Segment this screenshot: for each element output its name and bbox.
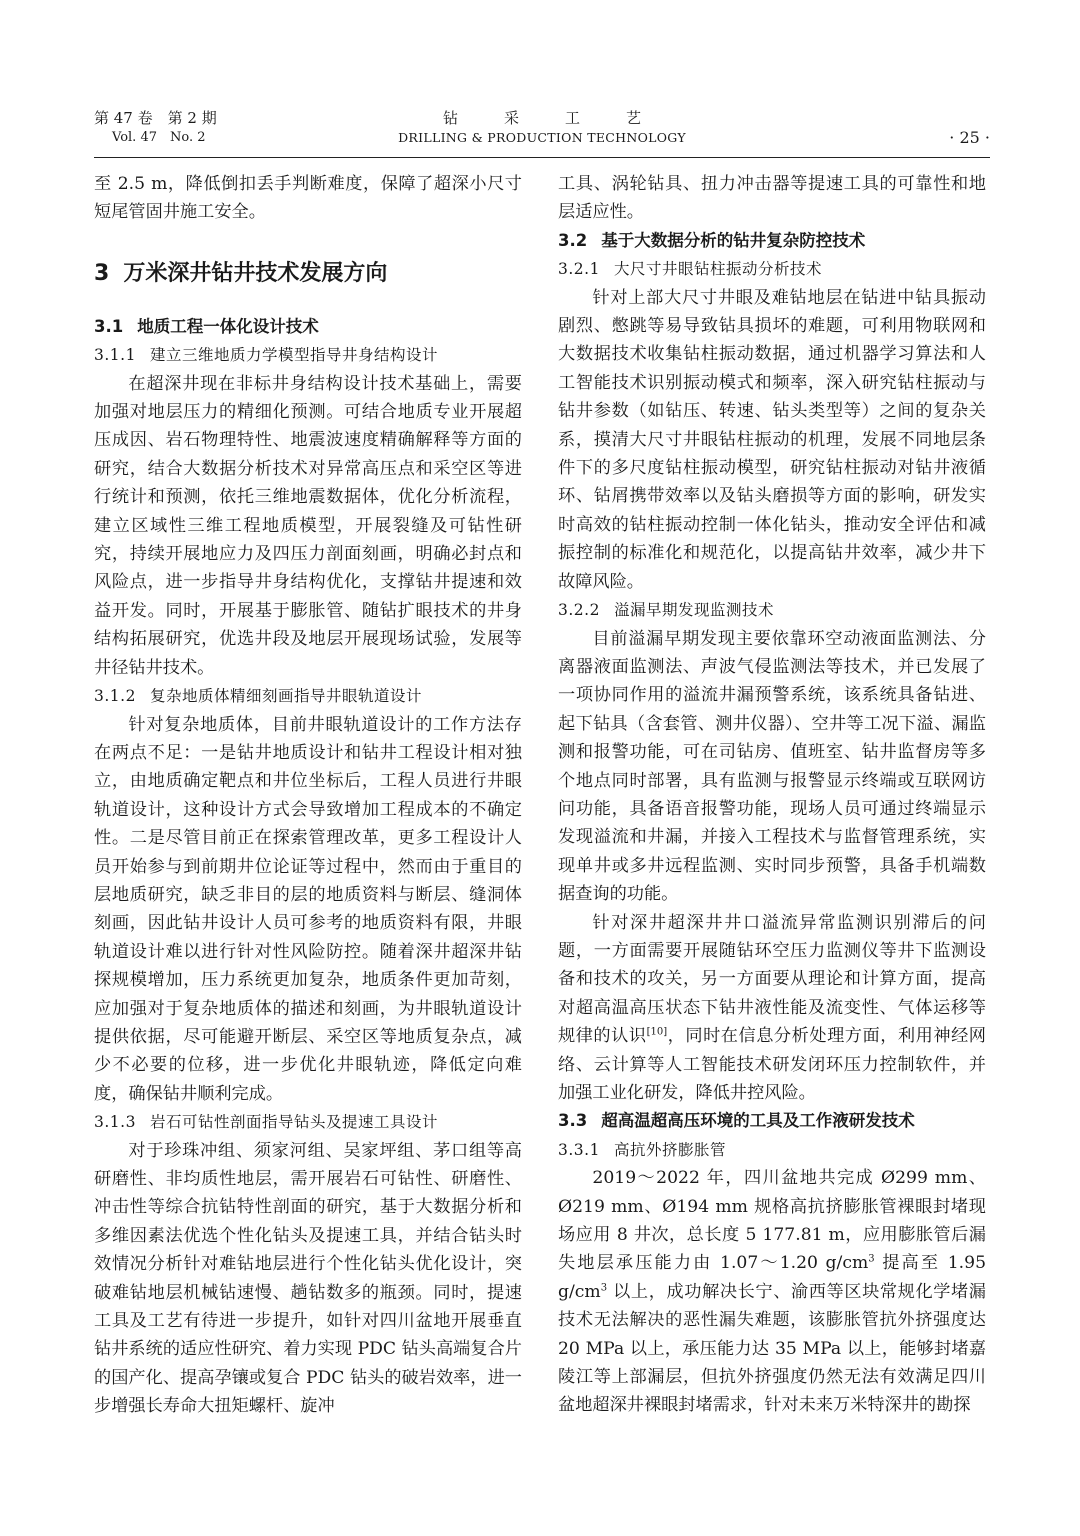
- section-3-heading: [94, 259, 522, 289]
- subsubsection-number: 3.1.1: [94, 346, 136, 365]
- subsubsection-3-1-1-heading: [94, 341, 522, 369]
- volume-en: Vol. 47 No. 2: [112, 130, 206, 145]
- subsubsection-3-3-1-heading: [558, 1136, 986, 1164]
- subsubsection-3-2-2-heading: [558, 596, 986, 624]
- subsubsection-title: 溢漏早期发现监测技术: [613, 601, 774, 620]
- paragraph-3-3-1: [558, 1164, 986, 1420]
- paragraph-3-1-2: 针对复杂地质体，目前井眼轨道设计的工作方法存在两点不足：一是钻井地质设计和钻井工程设计相对独立，由地质确定靶点和井位坐标后，工程人员进行井眼轨道设计，这种设计方式会导致增加工程成本的不确定性。二是尽管目前正在探索管理改革，更多工程设计人员开始参与到前期井位论证等过程中，然而由于重目的层地质研究，缺乏非目的层的地质资料与断层、缝洞体刻画，因此钻井设计人员可参考的地质资料有限，井眼轨道设计难以进行针对性风险防控。随着深井超深井钻探规模增加，压力系统更加复杂，地质条件更加苛刻，应加强对于复杂地质体的描述和刻画，为井眼轨道设计提供依据，尽可能避开断层、采空区等地质复杂点，减少不必要的位移，进一步优化井眼轨迹，降低定向难度，确保钻井顺利完成。: [94, 714, 522, 1104]
- subsubsection-3-2-1-heading: [558, 255, 986, 283]
- subsection-title: 超高温超高压环境的工具及工作液研发技术: [601, 1111, 915, 1131]
- paragraph-3-2-2-a: 目前溢漏早期发现主要依靠环空动液面监测法、分离器液面监测法、声波气侵监测法等技术，并已发展了一项协同作用的溢流井漏预警系统，该系统具备钻进、起下钻具（含套管、测井仪器）、空井等工况下溢、漏监测和报警功能，可在司钻房、值班室、钻井监督房等多个地点同时部署，具有监测与报警显示终端或互联网访问功能，具备语音报警功能，现场人员可通过终端显示发现溢流和井漏，并接入工程技术与监督管理系统，实现单井或多井远程监测、实时同步预警，具备手机端数据查询的功能。: [558, 628, 986, 905]
- paragraph-text: 提高至 1.95 g/cm: [558, 1253, 986, 1302]
- subsection-title: 基于大数据分析的钻井复杂防控技术: [601, 230, 866, 250]
- subsubsection-number: 3.1.2: [94, 687, 136, 706]
- journal-title-cn: 钻采工艺: [442, 109, 687, 127]
- paragraph-text: ，同时在信息分析处理方面，利用神经网络、云计算等人工智能技术研发闭环压力控制软件，并加强工业化研发，降低井控风险。: [558, 1026, 986, 1103]
- subsubsection-title: 建立三维地质力学模型指导井身结构设计: [149, 346, 438, 365]
- journal-title-en: DRILLING & PRODUCTION TECHNOLOGY: [398, 130, 686, 145]
- subsubsection-title: 复杂地质体精细刻画指导井眼轨道设计: [149, 687, 422, 706]
- paragraph-3-1-1: 在超深井现在非标井身结构设计技术基础上，需要加强对地层压力的精细化预测。可结合地质专业开展超压成因、岩石物理特性、地震波速度精确解释等方面的研究，结合大数据分析技术对异常高压点和采空区等进行统计和预测，依托三维地震数据体，优化分析流程，建立区域性三维工程地质模型，开展裂缝及可钻性研究，持续开展地应力及四压力剖面刻画，明确必封点和风险点，进一步指导井身结构优化，支撑钻井提速和效益开发。同时，开展基于膨胀管、随钻扩眼技术的井身结构拓展研究，优选井段及地层开展现场试验，发展等井径钻井技术。: [94, 373, 522, 678]
- subsection-number: 3.3: [558, 1111, 588, 1131]
- unit-superscript: 3: [600, 1282, 608, 1294]
- left-column: [94, 170, 522, 1421]
- subsubsection-title: 大尺寸井眼钻柱振动分析技术: [613, 260, 822, 279]
- unit-superscript: 3: [868, 1253, 875, 1265]
- paragraph-intro: 至 2.5 m，降低倒扣丢手判断难度，保障了超深小尺寸短尾管固井施工安全。: [94, 174, 522, 223]
- subsection-3-1-heading: [94, 313, 522, 341]
- citation-ref: [10]: [646, 1026, 668, 1038]
- subsection-3-3-heading: [558, 1107, 986, 1135]
- paragraph-text: 2019～2022 年，四川盆地共完成 Ø299 mm、Ø219 mm、Ø194 mm 规格高抗挤膨胀管裸眼封堵现场应用 8 井次，总长度 5 177.81 m，应用膨胀管后漏失地层承压能力由 1.07～1.20 g/cm: [558, 1168, 986, 1274]
- right-column: [558, 170, 986, 1420]
- subsubsection-3-1-3-heading: [94, 1108, 522, 1136]
- paragraph-text: 针对深井超深井井口溢流异常监测识别滞后的问题，一方面需要开展随钻环空压力监测仪等井下监测设备和技术的攻关，另一方面要从理论和计算方面，提高对超高温高压状态下钻井液性能及流变性、气体运移等规律的认识: [558, 912, 986, 1047]
- subsubsection-number: 3.1.3: [94, 1113, 136, 1132]
- subsubsection-title: 高抗外挤膨胀管: [613, 1140, 726, 1159]
- subsection-3-2-heading: [558, 227, 986, 255]
- subsubsection-number: 3.2.2: [558, 601, 600, 620]
- subsection-number: 3.2: [558, 230, 588, 250]
- subsubsection-number: 3.2.1: [558, 260, 600, 279]
- paragraph-3-2-2-b: [558, 909, 986, 1108]
- header-rule: [94, 157, 990, 158]
- subsection-title: 地质工程一体化设计技术: [137, 316, 319, 336]
- subsubsection-number: 3.3.1: [558, 1140, 600, 1159]
- section-title: 万米深井钻井技术发展方向: [123, 260, 388, 286]
- paragraph-text: 以上，成功解决长宁、渝西等区块常规化学堵漏技术无法解决的恶性漏失难题，该膨胀管抗外挤强度达 20 MPa 以上，承压能力达 35 MPa 以上，能够封堵嘉陵江等上部漏层，但抗外挤强度仍然无法有效满足四川盆地超深井裸眼封堵需求，针对未来万米特深井的勘探: [558, 1281, 986, 1416]
- journal-title: [94, 108, 990, 148]
- section-number: 3: [94, 260, 110, 286]
- subsubsection-3-1-2-heading: [94, 682, 522, 710]
- subsection-number: 3.1: [94, 316, 124, 336]
- volume-cn: 第 47 卷 第 2 期: [94, 109, 217, 127]
- paragraph-3-2-1: 针对上部大尺寸井眼及难钻地层在钻进中钻具振动剧烈、憋跳等易导致钻具损坏的难题，可利用物联网和大数据技术收集钻柱振动数据，通过机器学习算法和人工智能技术识别振动模式和频率，深入研究钻柱振动与钻井参数（如钻压、转速、钻头类型等）之间的复杂关系，摸清大尺寸井眼钻柱振动的机理，发展不同地层条件下的多尺度钻柱振动模型，研究钻柱振动对钻井液循环、钻屑携带效率以及钻头磨损等方面的影响，研发实时高效的钻柱振动控制一体化钻头，推动安全评估和减振控制的标准化和规范化，以提高钻井效率，减少井下故障风险。: [558, 287, 986, 592]
- subsubsection-title: 岩石可钻性剖面指导钻头及提速工具设计: [149, 1113, 438, 1132]
- paragraph-continued: 工具、涡轮钻具、扭力冲击器等提速工具的可靠性和地层适应性。: [558, 174, 986, 223]
- paragraph-3-1-3: 对于珍珠冲组、须家河组、吴家坪组、茅口组等高研磨性、非均质性地层，需开展岩石可钻性、研磨性、冲击性等综合抗钻特性剖面的研究，基于大数据分析和多维因素法优选个性化钻头及提速工具，并结合钻头时效情况分析针对难钻地层进行个性化钻头优化设计，突破难钻地层机械钻速慢、趟钻数多的瓶颈。同时，提速工具及工艺有待进一步提升，如针对四川盆地开展垂直钻井系统的适应性研究、着力实现 PDC 钻头高端复合片的国产化、提高孕镶或复合 PDC 钻头的破岩效率，进一步增强长寿命大扭矩螺杆、旋冲: [94, 1140, 522, 1417]
- page-header: [94, 108, 990, 158]
- page-number: · 25 ·: [949, 128, 990, 147]
